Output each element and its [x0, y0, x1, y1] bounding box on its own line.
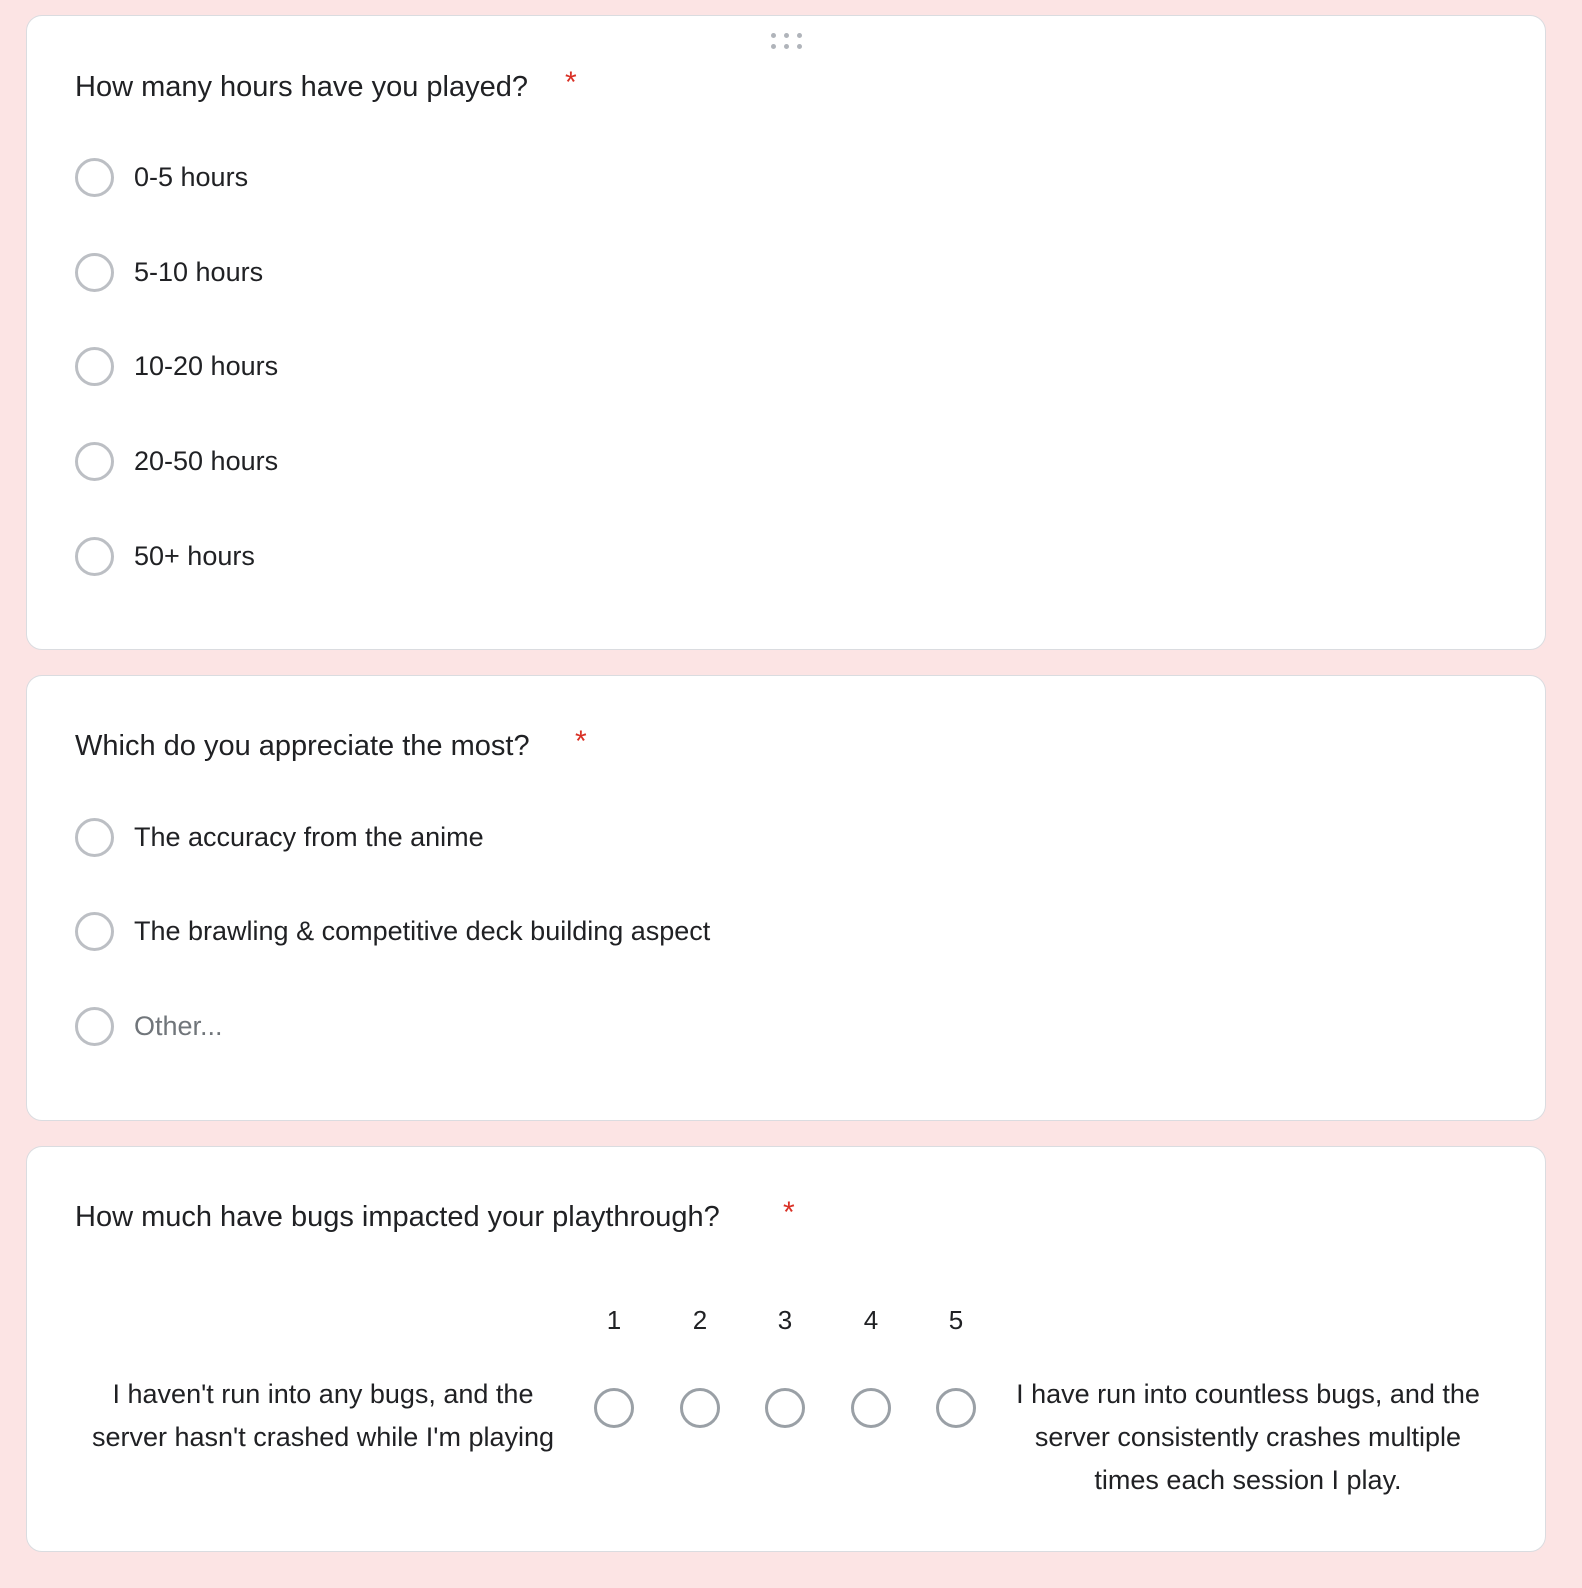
- option-label: 20-50 hours: [134, 445, 279, 476]
- option-deck-building[interactable]: [75, 911, 710, 951]
- scale-number-3: 3: [777, 1305, 793, 1335]
- other-option-label: Other...: [134, 1010, 223, 1041]
- radio-button[interactable]: [75, 818, 114, 857]
- scale-radio-1[interactable]: [594, 1388, 634, 1428]
- question-card-bugs: [26, 1146, 1546, 1552]
- radio-button[interactable]: [75, 347, 114, 386]
- required-asterisk: *: [575, 725, 587, 758]
- option-anime-accuracy[interactable]: [75, 817, 484, 857]
- radio-button[interactable]: [75, 537, 114, 576]
- radio-button[interactable]: [75, 912, 114, 951]
- option-label: 50+ hours: [134, 540, 255, 571]
- option-10-20-hours[interactable]: [75, 346, 278, 386]
- option-20-50-hours[interactable]: [75, 441, 278, 481]
- option-0-5-hours[interactable]: [75, 157, 248, 197]
- scale-number-5: 5: [948, 1305, 964, 1335]
- scale-radio-3[interactable]: [765, 1388, 805, 1428]
- option-other[interactable]: [75, 1006, 223, 1046]
- scale-radio-4[interactable]: [851, 1388, 891, 1428]
- option-50-plus-hours[interactable]: [75, 536, 255, 576]
- scale-high-label: I have run into countless bugs, and the server consistently crashes multiple times each session I play.: [1016, 1379, 1480, 1495]
- question-title: How much have bugs impacted your playthrough?: [75, 1201, 720, 1233]
- option-label: The accuracy from the anime: [134, 821, 484, 852]
- radio-button[interactable]: [75, 158, 114, 197]
- scale-number-2: 2: [692, 1305, 708, 1335]
- option-5-10-hours[interactable]: [75, 252, 263, 292]
- scale-radio-5[interactable]: [936, 1388, 976, 1428]
- scale-number-1: 1: [606, 1305, 622, 1335]
- scale-radio-2[interactable]: [680, 1388, 720, 1428]
- option-label: 0-5 hours: [134, 161, 249, 192]
- question-title: How many hours have you played?: [75, 71, 528, 103]
- radio-button[interactable]: [75, 253, 114, 292]
- option-label: 5-10 hours: [134, 256, 264, 287]
- question-card-hours: [26, 15, 1546, 650]
- radio-button[interactable]: [75, 1007, 114, 1046]
- option-label: The brawling & competitive deck building aspect: [134, 915, 711, 946]
- scale-low-label: I haven't run into any bugs, and the server hasn't crashed while I'm playing: [91, 1379, 555, 1452]
- required-asterisk: *: [565, 66, 577, 99]
- required-asterisk: *: [783, 1196, 795, 1229]
- drag-handle-icon[interactable]: [771, 32, 803, 50]
- scale-number-4: 4: [863, 1305, 879, 1335]
- option-label: 10-20 hours: [134, 350, 279, 381]
- question-title: Which do you appreciate the most?: [75, 730, 530, 762]
- question-card-appreciate: [26, 675, 1546, 1121]
- radio-button[interactable]: [75, 442, 114, 481]
